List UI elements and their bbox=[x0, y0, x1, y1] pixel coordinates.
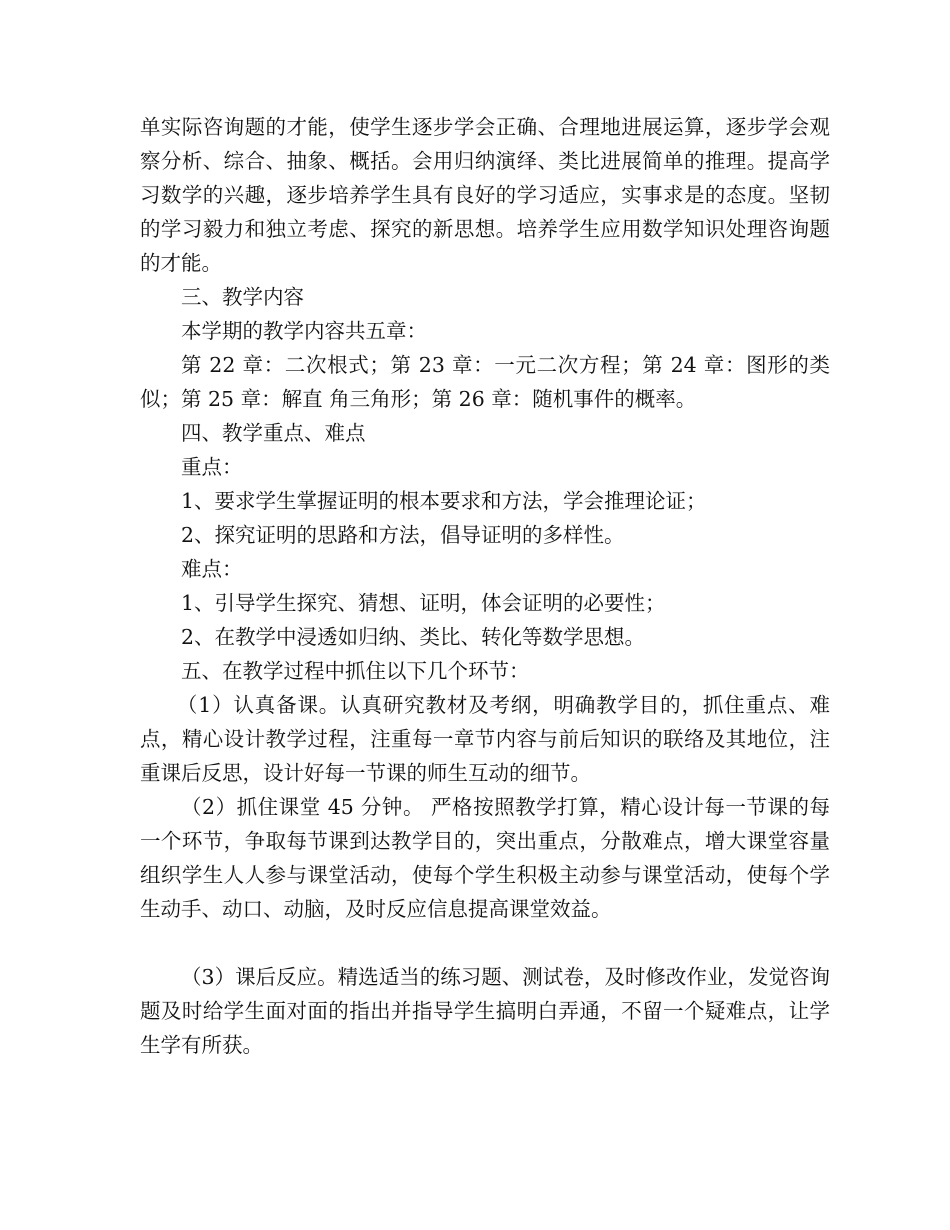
heading-teaching-content: 三、教学内容 bbox=[181, 285, 304, 309]
label-key-points: 重点： bbox=[181, 455, 243, 479]
document-body bbox=[140, 110, 830, 1062]
label-difficulties: 难点： bbox=[181, 557, 243, 581]
difficulty-item-1: 1、引导学生探究、猜想、证明，体会证明的必要性； bbox=[181, 591, 666, 615]
paragraph-chapter-list: 第 22 章：二次根式；第 23 章：一元二次方程；第 24 章：图形的类似；第 25 章：解直 角三角形；第 26 章：随机事件的概率。 bbox=[140, 353, 830, 411]
process-step-prepare: （1）认真备课。认真研究教材及考纲，明确教学目的，抓住重点、难点，精心设计教学过程，注重每一章节内容与前后知识的联络及其地位，注重课后反思，设计好每一节课的师生互动的细节。 bbox=[140, 693, 830, 785]
key-point-item-1: 1、要求学生掌握证明的根本要求和方法，学会推理论证； bbox=[181, 489, 707, 513]
heading-key-points: 四、教学重点、难点 bbox=[181, 421, 366, 445]
difficulty-item-2: 2、在教学中浸透如归纳、类比、转化等数学思想。 bbox=[181, 625, 646, 649]
heading-teaching-process: 五、在教学过程中抓住以下几个环节： bbox=[181, 659, 530, 683]
paragraph-chapter-count: 本学期的教学内容共五章： bbox=[181, 319, 427, 343]
key-point-item-2: 2、探究证明的思路和方法，倡导证明的多样性。 bbox=[181, 523, 625, 547]
process-step-classroom: （2）抓住课堂 45 分钟。 严格按照教学打算，精心设计每一节课的每一个环节，争取每节课到达教学目的，突出重点，分散难点，增大课堂容量组织学生人人参与课堂活动，使每个学生积极主动参与课堂活动，使每个学生动手、动口、动脑，及时反应信息提高课堂效益。 bbox=[140, 795, 830, 921]
process-step-feedback: （3）课后反应。精选适当的练习题、测试卷，及时修改作业，发觉咨询题及时给学生面对面的指出并指导学生搞明白弄通，不留一个疑难点，让学生学有所获。 bbox=[140, 965, 830, 1057]
paragraph-abilities: 单实际咨询题的才能，使学生逐步学会正确、合理地进展运算，逐步学会观察分析、综合、抽象、概括。会用归纳演绎、类比进展简单的推理。提高学习数学的兴趣，逐步培养学生具有良好的学习适应，实事求是的态度。坚韧的学习毅力和独立考虑、探究的新思想。培养学生应用数学知识处理咨询题的才能。 bbox=[140, 115, 830, 275]
